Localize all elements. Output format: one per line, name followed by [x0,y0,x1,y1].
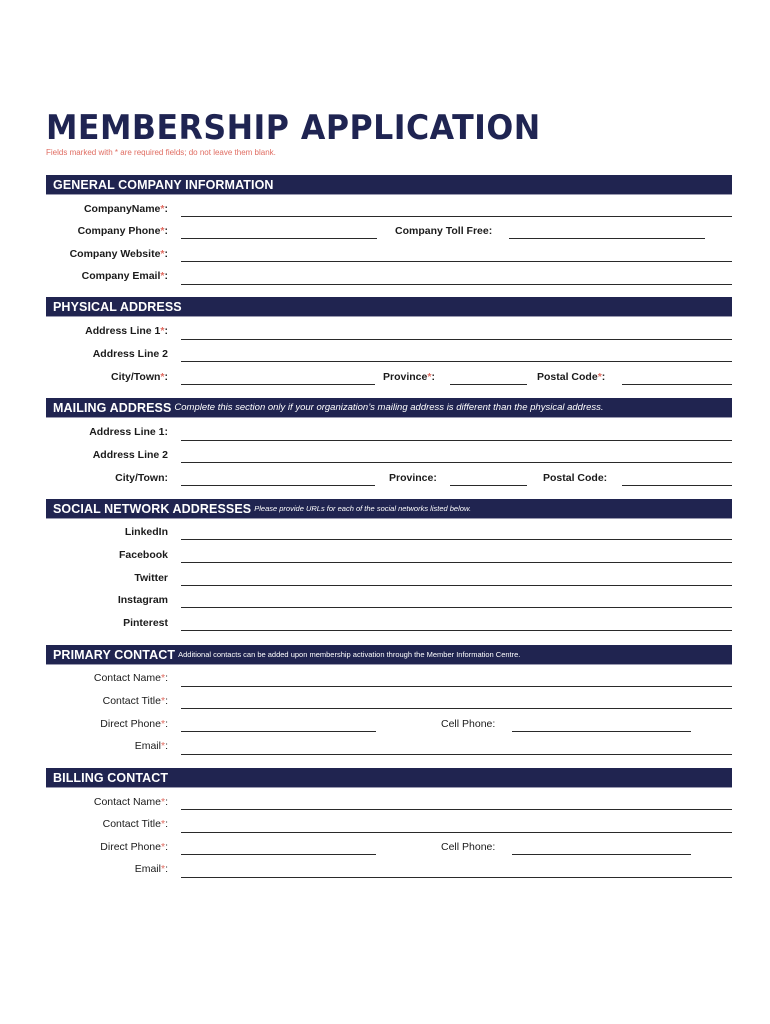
section-title: SOCIAL NETWORK ADDRESSES [53,501,252,516]
primary-email-field[interactable] [181,754,732,755]
mailing-city-field[interactable] [181,485,375,486]
section-general-company-information [46,175,732,195]
mailing-province-label: Province: [389,472,437,484]
twitter-label: Twitter [134,572,168,584]
primary-direct-phone-label: Direct Phone*: [100,718,168,730]
section-title: GENERAL COMPANY INFORMATION [53,177,274,192]
pinterest-label: Pinterest [123,617,168,629]
billing-email-label: Email*: [134,863,168,875]
primary-cell-phone-label: Cell Phone: [441,718,496,730]
mailing-province-field[interactable] [450,485,527,486]
mailing-address-line-1-label: Address Line 1: [89,426,168,438]
billing-contact-name-label: Contact Name*: [93,796,168,808]
primary-direct-phone-field[interactable] [181,731,376,732]
page-title: MEMBERSHIP APPLICATION [46,108,541,148]
company-website-label: Company Website*: [69,248,168,260]
company-name-field[interactable] [181,216,732,217]
primary-cell-phone-field[interactable] [512,731,691,732]
section-note: Additional contacts can be added upon membership activation through the Member Information Centre. [178,650,521,659]
primary-contact-title-field[interactable] [181,708,732,709]
primary-contact-name-field[interactable] [181,686,732,687]
company-website-field[interactable] [181,261,732,262]
physical-city-field[interactable] [181,384,375,385]
physical-province-field[interactable] [450,384,527,385]
company-toll-free-field[interactable] [509,238,705,239]
company-name-label: CompanyName*: [83,203,168,215]
mailing-address-line-2-label: Address Line 2 [92,449,168,461]
company-email-field[interactable] [181,284,732,285]
instagram-field[interactable] [181,607,732,608]
physical-address-line-2-label: Address Line 2 [92,348,168,360]
twitter-field[interactable] [181,585,732,586]
mailing-postal-code-label: Postal Code: [543,472,608,484]
billing-contact-title-field[interactable] [181,832,732,833]
section-title: BILLING CONTACT [53,770,169,785]
section-social-network-addresses [46,499,732,519]
billing-contact-title-label: Contact Title*: [102,818,168,830]
company-toll-free-label: Company Toll Free: [395,225,493,237]
section-primary-contact [46,645,732,665]
primary-contact-name-label: Contact Name*: [93,672,168,684]
section-title: PRIMARY CONTACT [53,647,176,662]
physical-city-label: City/Town*: [111,371,168,383]
physical-address-line-1-label: Address Line 1*: [85,325,168,337]
facebook-label: Facebook [118,549,168,561]
physical-postal-code-field[interactable] [622,384,732,385]
billing-direct-phone-field[interactable] [181,854,376,855]
mailing-address-line-2-field[interactable] [181,462,732,463]
billing-email-field[interactable] [181,877,732,878]
section-note: Please provide URLs for each of the social networks listed below. [254,504,472,513]
required-fields-note: Fields marked with * are required fields; do not leave them blank. [46,148,276,157]
section-physical-address [46,297,732,317]
physical-address-line-1-field[interactable] [181,339,732,340]
billing-contact-name-field[interactable] [181,809,732,810]
section-note: Complete this section only if your organization’s mailing address is different than the physical address. [174,402,604,413]
company-phone-field[interactable] [181,238,377,239]
section-title: MAILING ADDRESS [53,400,172,415]
billing-direct-phone-label: Direct Phone*: [100,841,168,853]
primary-email-label: Email*: [134,740,168,752]
physical-address-line-2-field[interactable] [181,361,732,362]
physical-province-label: Province*: [383,371,435,383]
instagram-label: Instagram [117,594,168,606]
billing-cell-phone-label: Cell Phone: [441,841,496,853]
billing-cell-phone-field[interactable] [512,854,691,855]
section-billing-contact [46,768,732,788]
physical-postal-code-label: Postal Code*: [537,371,606,383]
section-mailing-address [46,398,732,418]
mailing-address-line-1-field[interactable] [181,440,732,441]
linkedin-label: LinkedIn [124,526,168,538]
primary-contact-title-label: Contact Title*: [102,695,168,707]
facebook-field[interactable] [181,562,732,563]
mailing-city-label: City/Town: [115,472,168,484]
pinterest-field[interactable] [181,630,732,631]
company-email-label: Company Email*: [81,270,168,282]
mailing-postal-code-field[interactable] [622,485,732,486]
linkedin-field[interactable] [181,539,732,540]
section-title: PHYSICAL ADDRESS [53,299,182,314]
company-phone-label: Company Phone*: [77,225,168,237]
